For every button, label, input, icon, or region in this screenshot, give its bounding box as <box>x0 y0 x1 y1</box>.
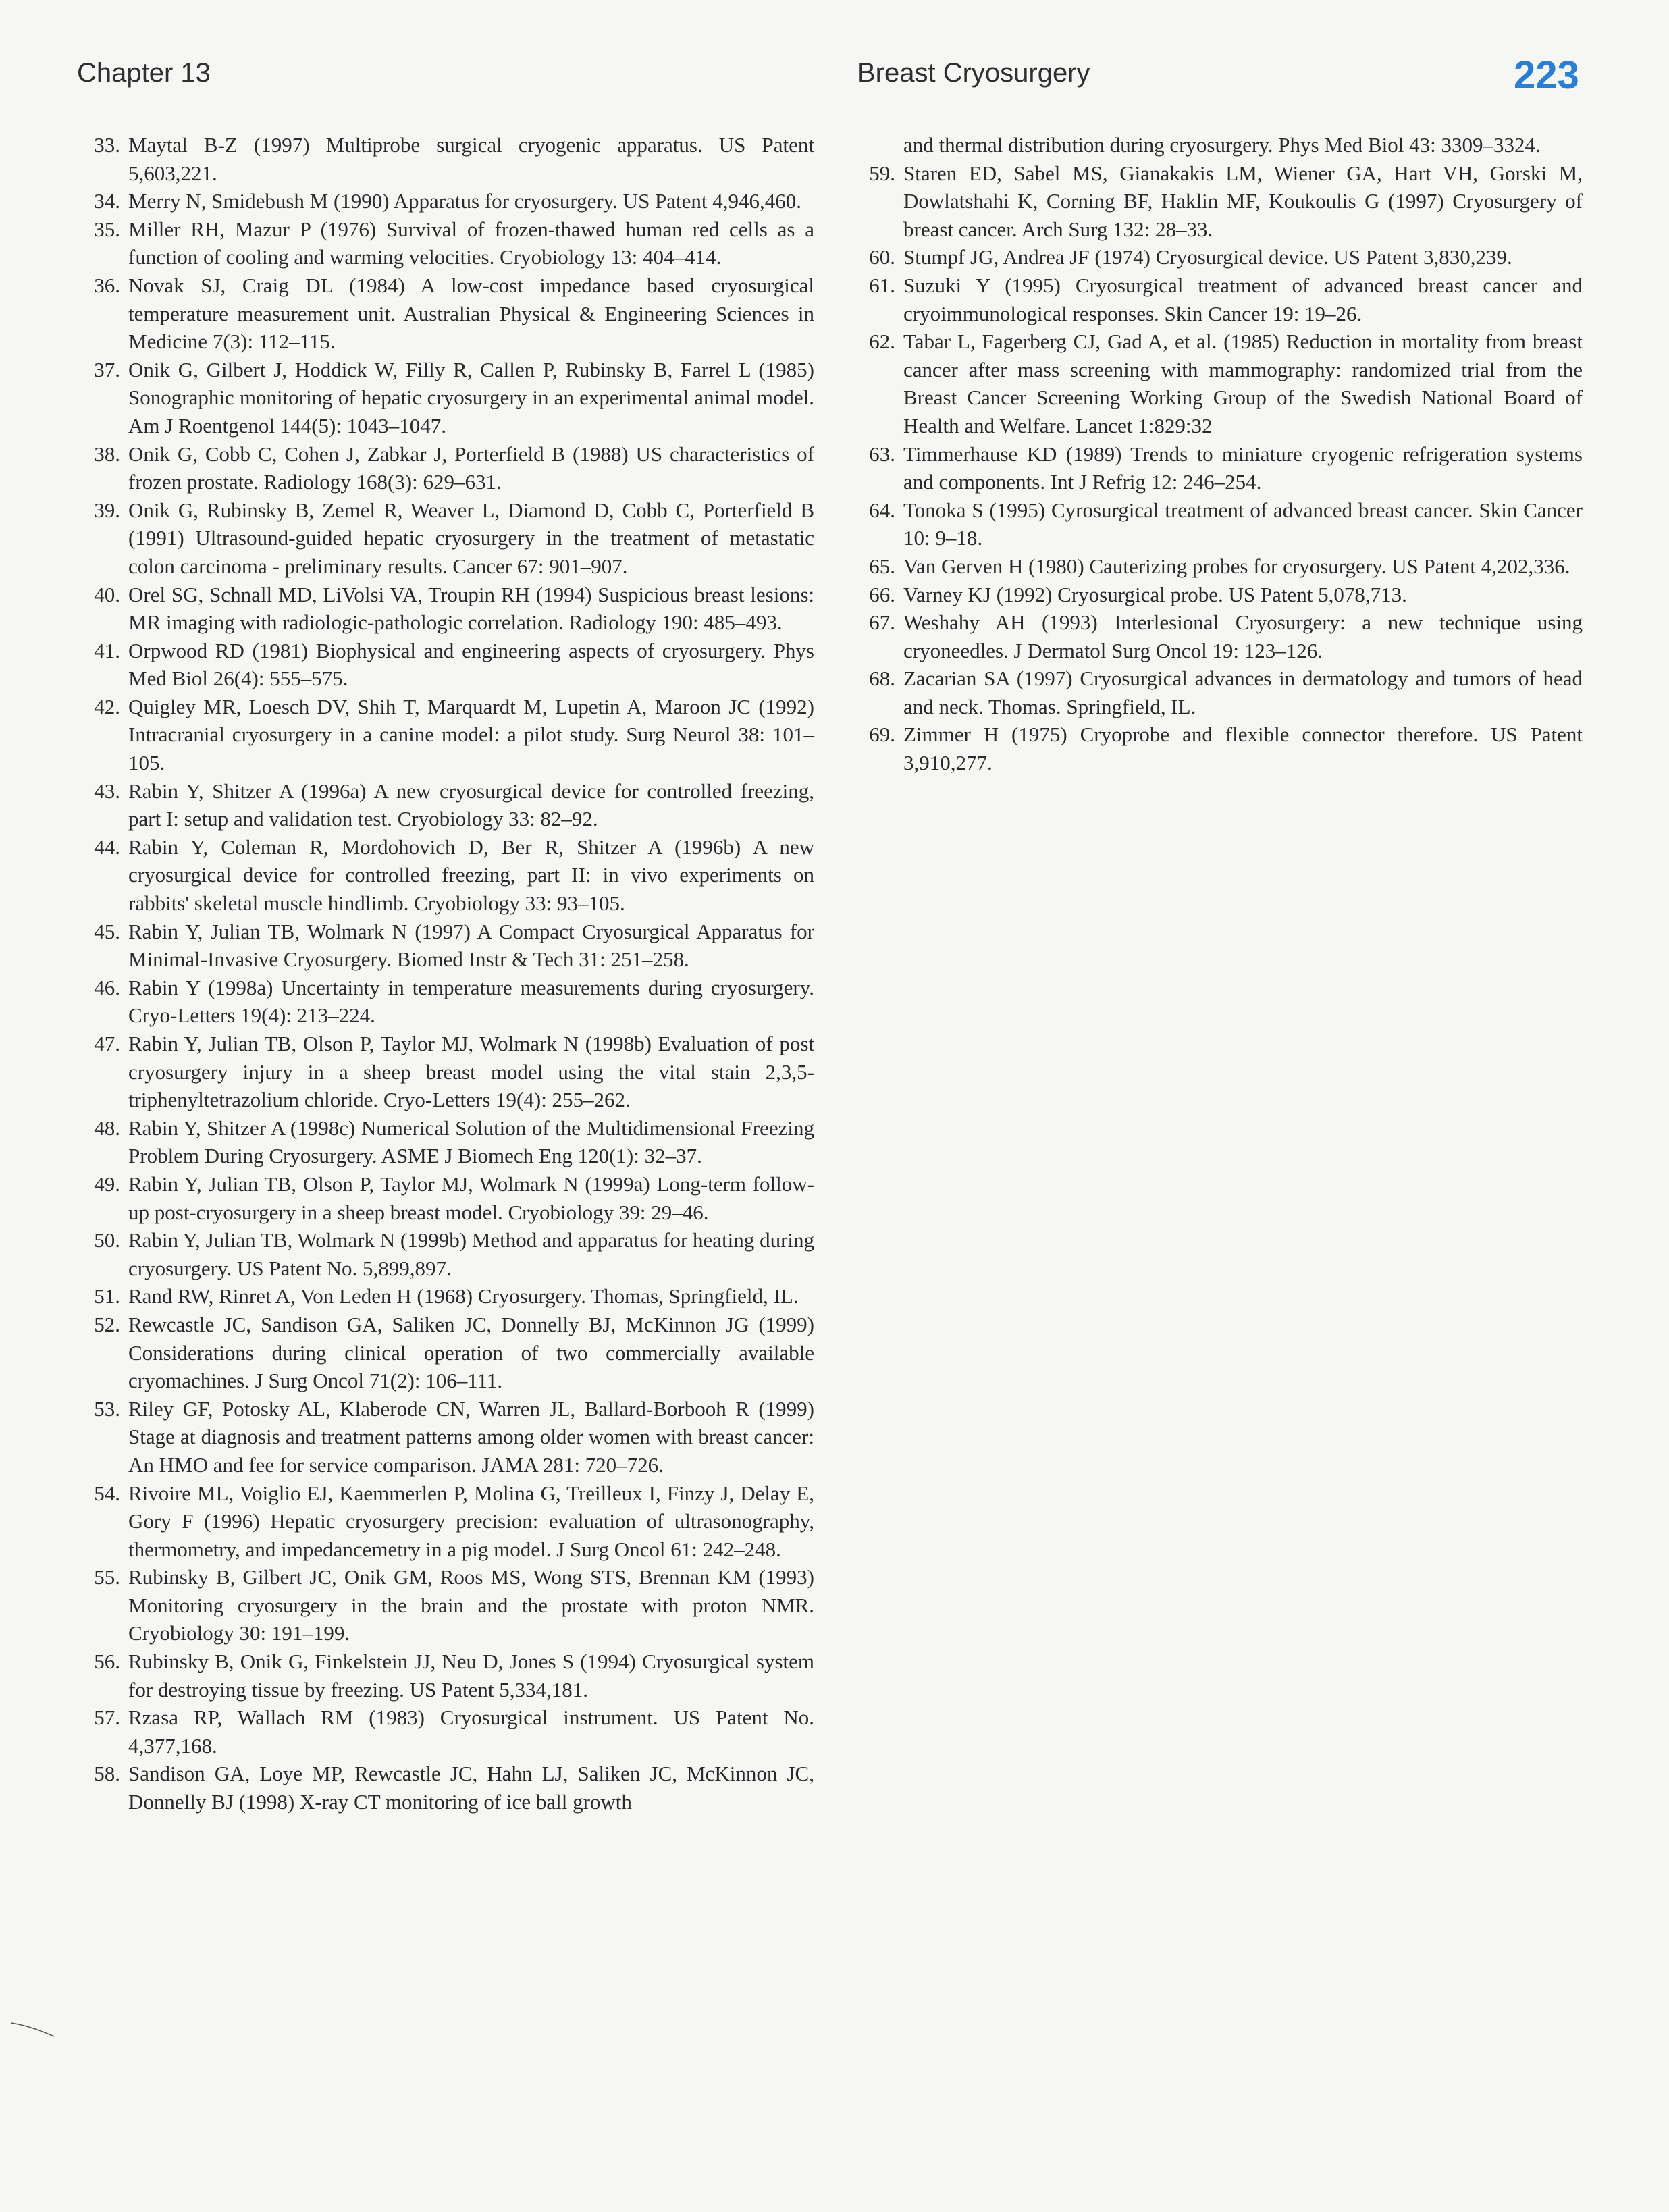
reference-text: Rabin Y, Shitzer A (1998c) Numerical Solution of the Multidimensional Freezing Problem During Cryosurgery. ASME J Biomech Eng 120(1): 32–37. <box>128 1115 814 1168</box>
reference-item <box>77 833 814 918</box>
reference-number: 57. <box>94 1706 120 1730</box>
reference-text: Varney KJ (1992) Cryosurgical probe. US Patent 5,078,713. <box>903 582 1407 606</box>
reference-item <box>77 1114 814 1170</box>
reference-number: 39. <box>94 498 120 522</box>
reference-text: Staren ED, Sabel MS, Gianakakis LM, Wiener GA, Hart VH, Gorski M, Dowlatshahi K, Corning BF, Haklin MF, Koukoulis G (1997) Cryosurgery of breast cancer. Arch Surg 132: 28–33. <box>903 161 1583 241</box>
reference-text: Rewcastle JC, Sandison GA, Saliken JC, Donnelly BJ, McKinnon JG (1999) Considerations during clinical operation of two commercially available cryomachines. J Surg Oncol 71(2): 106–111. <box>128 1312 814 1393</box>
reference-number: 34. <box>94 189 120 213</box>
reference-text: and thermal distribution during cryosurgery. Phys Med Biol 43: 3309–3324. <box>903 133 1541 157</box>
reference-number: 66. <box>869 582 895 606</box>
reference-number: 67. <box>869 610 895 635</box>
reference-item <box>77 215 814 271</box>
reference-text: Rabin Y, Julian TB, Wolmark N (1999b) Method and apparatus for heating during cryosurgery. US Patent No. 5,899,897. <box>128 1228 814 1280</box>
reference-item <box>77 1563 814 1648</box>
reference-number: 33. <box>94 133 120 157</box>
reference-text: Orel SG, Schnall MD, LiVolsi VA, Troupin RH (1994) Suspicious breast lesions: MR imaging with radiologic-pathologic correlation. Radiology 190: 485–493. <box>128 582 814 635</box>
reference-text: Stumpf JG, Andrea JF (1974) Cryosurgical device. US Patent 3,830,239. <box>903 245 1512 269</box>
reference-number: 62. <box>869 330 895 354</box>
reference-number: 50. <box>94 1228 120 1253</box>
reference-number: 41. <box>94 638 120 662</box>
reference-text: Rand RW, Rinret A, Von Leden H (1968) Cryosurgery. Thomas, Springfield, IL. <box>128 1284 799 1309</box>
references-column-right <box>852 131 1583 777</box>
reference-item <box>852 664 1583 720</box>
reference-text: Novak SJ, Craig DL (1984) A low-cost impedance based cryosurgical temperature measurement unit. Australian Physical & Engineering Sciences in Medicine 7(3): 112–115. <box>128 273 814 354</box>
reference-item <box>77 1282 814 1311</box>
chapter-title: Breast Cryosurgery <box>857 58 1090 88</box>
reference-text: Orpwood RD (1981) Biophysical and engineering aspects of cryosurgery. Phys Med Biol 26(4): 555–575. <box>128 638 814 691</box>
reference-item <box>77 271 814 356</box>
reference-item <box>77 777 814 833</box>
reference-text: Van Gerven H (1980) Cauterizing probes for cryosurgery. US Patent 4,202,336. <box>903 554 1570 578</box>
reference-item <box>77 187 814 215</box>
reference-text: Onik G, Rubinsky B, Zemel R, Weaver L, Diamond D, Cobb C, Porterfield B (1991) Ultrasound-guided hepatic cryosurgery in the treatment of metastatic colon carcinoma - preliminary results. Cancer 67: 901–907. <box>128 498 814 578</box>
reference-item <box>77 1479 814 1564</box>
reference-text: Rabin Y, Shitzer A (1996a) A new cryosurgical device for controlled freezing, part I: setup and validation test. Cryobiology 33: 82–92. <box>128 779 814 831</box>
reference-item <box>77 581 814 637</box>
reference-number: 40. <box>94 582 120 606</box>
reference-text: Rabin Y, Julian TB, Wolmark N (1997) A Compact Cryosurgical Apparatus for Minimal-Invasive Cryosurgery. Biomed Instr & Tech 31: 251–258. <box>128 919 814 972</box>
reference-number: 37. <box>94 357 120 381</box>
reference-number: 61. <box>869 273 895 297</box>
reference-number: 54. <box>94 1481 120 1505</box>
reference-number: 42. <box>94 694 120 718</box>
reference-number: 47. <box>94 1032 120 1055</box>
reference-number: 48. <box>94 1115 120 1140</box>
reference-number: 44. <box>94 835 120 859</box>
reference-item <box>852 720 1583 776</box>
reference-text: Riley GF, Potosky AL, Klaberode CN, Warren JL, Ballard-Borbooh R (1999) Stage at diagnosis and treatment patterns among older women with breast cancer: An HMO and fee for service comparison. JAMA 281: 720–726. <box>128 1396 814 1477</box>
reference-item <box>852 608 1583 664</box>
reference-item <box>77 1170 814 1226</box>
reference-list-right <box>852 131 1583 777</box>
reference-text: Maytal B-Z (1997) Multiprobe surgical cryogenic apparatus. US Patent 5,603,221. <box>128 133 814 185</box>
reference-number: 68. <box>869 666 895 691</box>
reference-list-left <box>77 131 814 1816</box>
reference-number: 58. <box>94 1762 120 1786</box>
reference-number: 53. <box>94 1396 120 1421</box>
reference-text: Tabar L, Fagerberg CJ, Gad A, et al. (1985) Reduction in mortality from breast cancer after mass screening with mammography: randomized trial from the Breast Cancer Screening Working Group of the Swedish National Board of Health and Welfare. Lancet 1:829:32 <box>903 330 1583 438</box>
reference-number: 65. <box>869 554 895 578</box>
reference-item <box>852 131 1583 159</box>
reference-item <box>852 581 1583 609</box>
reference-text: Suzuki Y (1995) Cryosurgical treatment of advanced breast cancer and cryoimmunological responses. Skin Cancer 19: 19–26. <box>903 273 1583 325</box>
reference-item <box>77 440 814 496</box>
reference-text: Onik G, Cobb C, Cohen J, Zabkar J, Porterfield B (1988) US characteristics of frozen prostate. Radiology 168(3): 629–631. <box>128 442 814 494</box>
reference-item <box>77 974 814 1030</box>
reference-number: 59. <box>869 161 895 185</box>
reference-item <box>77 1226 814 1282</box>
reference-text: Weshahy AH (1993) Interlesional Cryosurgery: a new technique using cryoneedles. J Dermatol Surg Oncol 19: 123–126. <box>903 610 1583 662</box>
reference-item <box>852 496 1583 552</box>
reference-item <box>77 637 814 693</box>
scan-mark-icon <box>9 2020 57 2038</box>
reference-number: 56. <box>94 1650 120 1674</box>
reference-text: Rabin Y, Julian TB, Olson P, Taylor MJ, Wolmark N (1999a) Long-term follow-up post-cryosurgery in a sheep breast model. Cryobiology 39: 29–46. <box>128 1171 814 1224</box>
reference-text: Onik G, Gilbert J, Hoddick W, Filly R, Callen P, Rubinsky B, Farrel L (1985) Sonographic monitoring of hepatic cryosurgery in an experimental animal model. Am J Roentgenol 144(5): 1043–1047. <box>128 357 814 438</box>
reference-text: Tonoka S (1995) Cyrosurgical treatment of advanced breast cancer. Skin Cancer 10: 9–18. <box>903 498 1583 550</box>
reference-text: Rivoire ML, Voiglio EJ, Kaemmerlen P, Molina G, Treilleux I, Finzy J, Delay E, Gory F (1996) Hepatic cryosurgery precision: evaluation of ultrasonography, thermometry, and impedancemetry in a pig model. J Surg Oncol 61: 242–248. <box>128 1481 814 1561</box>
reference-item <box>77 1030 814 1114</box>
reference-item <box>77 918 814 974</box>
reference-number: 36. <box>94 273 120 297</box>
reference-number: 51. <box>94 1284 120 1309</box>
reference-item <box>77 1395 814 1479</box>
reference-text: Miller RH, Mazur P (1976) Survival of frozen-thawed human red cells as a function of cooling and warming velocities. Cryobiology 13: 404–414. <box>128 217 814 269</box>
reference-item <box>77 496 814 581</box>
reference-item <box>77 1648 814 1704</box>
reference-number: 49. <box>94 1171 120 1196</box>
reference-text: Sandison GA, Loye MP, Rewcastle JC, Hahn LJ, Saliken JC, McKinnon JC, Donnelly BJ (1998) X-ray CT monitoring of ice ball growth <box>128 1762 814 1814</box>
reference-number: 43. <box>94 779 120 803</box>
reference-item <box>852 243 1583 271</box>
reference-number: 38. <box>94 442 120 466</box>
reference-text: Rabin Y (1998a) Uncertainty in temperature measurements during cryosurgery. Cryo-Letters 19(4): 213–224. <box>128 975 814 1028</box>
reference-item <box>77 356 814 440</box>
reference-item <box>852 552 1583 581</box>
reference-item <box>852 159 1583 244</box>
reference-text: Zacarian SA (1997) Cryosurgical advances in dermatology and tumors of head and neck. Thomas. Springfield, IL. <box>903 666 1583 718</box>
reference-number: 69. <box>869 722 895 747</box>
reference-number: 52. <box>94 1312 120 1336</box>
reference-text: Rubinsky B, Gilbert JC, Onik GM, Roos MS, Wong STS, Brennan KM (1993) Monitoring cryosurgery in the brain and the prostate with proton NMR. Cryobiology 30: 191–199. <box>128 1565 814 1645</box>
reference-text: Rabin Y, Julian TB, Olson P, Taylor MJ, Wolmark N (1998b) Evaluation of post cryosurgery injury in a sheep breast model using the vital stain 2,3,5-triphenyltetrazolium chloride. Cryo-Letters 19(4): 255–262. <box>128 1032 814 1112</box>
reference-text: Quigley MR, Loesch DV, Shih T, Marquardt M, Lupetin A, Maroon JC (1992) Intracranial cryosurgery in a canine model: a pilot study. Surg Neurol 38: 101–105. <box>128 694 814 775</box>
reference-number: 45. <box>94 919 120 943</box>
reference-number: 55. <box>94 1565 120 1589</box>
reference-text: Rubinsky B, Onik G, Finkelstein JJ, Neu D, Jones S (1994) Cryosurgical system for destroying tissue by freezing. US Patent 5,334,181. <box>128 1650 814 1702</box>
reference-text: Zimmer H (1975) Cryoprobe and flexible connector therefore. US Patent 3,910,277. <box>903 722 1583 775</box>
reference-text: Rzasa RP, Wallach RM (1983) Cryosurgical instrument. US Patent No. 4,377,168. <box>128 1706 814 1758</box>
reference-text: Rabin Y, Coleman R, Mordohovich D, Ber R, Shitzer A (1996b) A new cryosurgical device for controlled freezing, part II: in vivo experiments on rabbits' skeletal muscle hindlimb. Cryobiology 33: 93–105. <box>128 835 814 916</box>
reference-item <box>852 271 1583 327</box>
reference-number: 35. <box>94 217 120 241</box>
page-number: 223 <box>1514 53 1579 97</box>
reference-item <box>77 1760 814 1816</box>
reference-item <box>77 1704 814 1760</box>
reference-number: 64. <box>869 498 895 522</box>
chapter-label: Chapter 13 <box>77 58 211 88</box>
reference-number: 60. <box>869 245 895 269</box>
reference-item <box>852 327 1583 440</box>
reference-number: 63. <box>869 442 895 466</box>
reference-item <box>77 693 814 777</box>
references-column-left <box>77 131 814 1816</box>
reference-number: 46. <box>94 975 120 999</box>
reference-text: Merry N, Smidebush M (1990) Apparatus for cryosurgery. US Patent 4,946,460. <box>128 189 802 213</box>
reference-text: Timmerhause KD (1989) Trends to miniature cryogenic refrigeration systems and components. Int J Refrig 12: 246–254. <box>903 442 1583 494</box>
reference-item <box>77 131 814 187</box>
reference-item <box>77 1311 814 1395</box>
reference-item <box>852 440 1583 496</box>
